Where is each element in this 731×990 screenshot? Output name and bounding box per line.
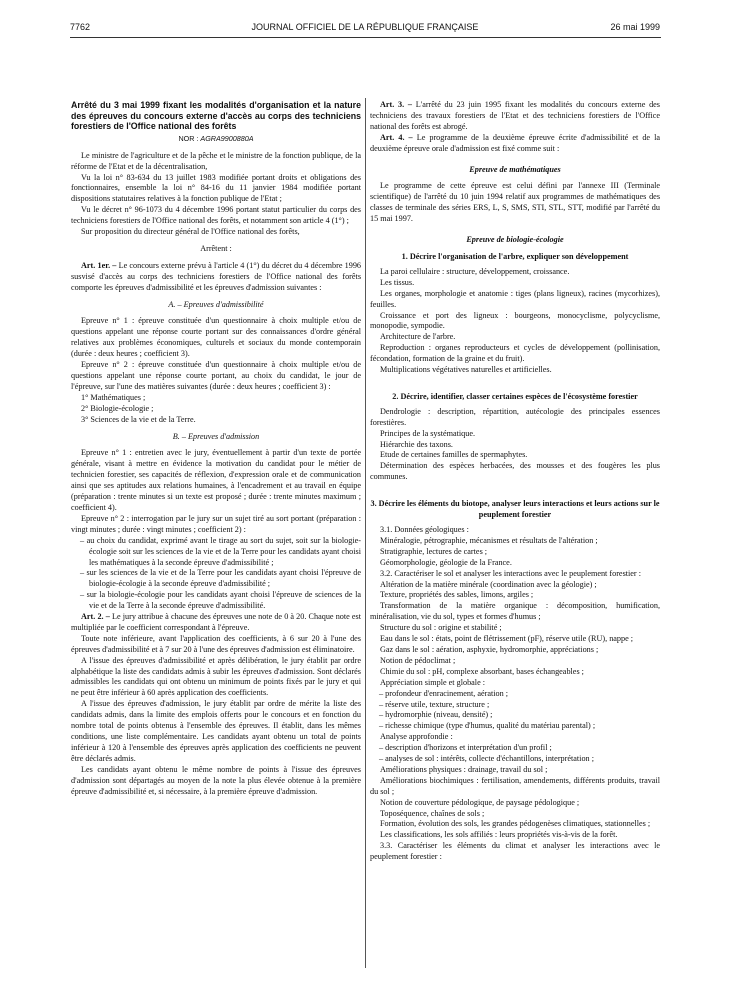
section-2-heading: 2. Décrire, identifier, classer certaines espèces de l'écosystème forestier: [392, 391, 638, 401]
paragraph: Vu le décret n° 96-1073 du 4 décembre 1996 portant statut particulier du corps des techniciens forestiers de l'Office national des forêts, et notamment son article 4 (1°) ;: [71, 205, 361, 226]
section-1-heading: 1. Décrire l'organisation de l'arbre, expliquer son développement: [401, 251, 629, 261]
list-item: Reproduction : organes reproducteurs et cycles de développement (pollinisation, fécondation, formation de la graine et du fruit).: [370, 343, 660, 364]
list-item: Transformation de la matière organique : décomposition, humification, minéralisation, vie du sol, types et formes d'humus ;: [370, 601, 660, 622]
list-item: Géomorphologie, géologie de la France.: [380, 557, 512, 567]
section-2-list: [370, 407, 660, 483]
list-item: 2° Biologie-écologie ;: [81, 403, 154, 413]
article-label: Art. 1er. –: [81, 260, 117, 270]
list-item: Notion de couverture pédologique, de paysage pédologique ;: [380, 797, 580, 807]
list-item: Détermination des espèces herbacées, des mousses et des fougères les plus communes.: [370, 461, 660, 482]
list-item: Architecture de l'arbre.: [380, 332, 456, 342]
list-item: Altération de la matière minérale (coordination avec la géologie) ;: [380, 579, 597, 589]
nor-reference: [71, 134, 361, 145]
section-heading-b: B. – Epreuves d'admission: [172, 431, 260, 441]
issue-date: 26 mai 1999: [610, 22, 660, 32]
arretent: Arrêtent :: [200, 243, 232, 253]
article-1: [71, 261, 361, 294]
list-item: Eau dans le sol : états, point de flétrissement (pF), réserve utile (RU), nappe ;: [380, 634, 634, 644]
paragraph: Les candidats ayant obtenu le même nombre de points à l'issue des épreuves d'admission sont départagés au moyen de la note la plus élevée obtenue à la première épreuve d'admissibilité et, si nécessaire, à la première épreuve d'admission.: [71, 764, 361, 796]
journal-title: JOURNAL OFFICIEL DE LA RÉPUBLIQUE FRANÇAISE: [251, 22, 479, 32]
list-item: Chimie du sol : pH, complexe absorbant, bases échangeables ;: [380, 666, 584, 676]
article-text: Le programme de la deuxième épreuve écrite d'admissibilité et de la deuxième épreuve orale d'admission est fixé comme suit :: [370, 132, 660, 153]
list-item: – richesse chimique (type d'humus, qualité du matériau parental) ;: [379, 721, 596, 731]
list-item: – profondeur d'enracinement, aération ;: [379, 688, 509, 698]
list-item: Les tissus.: [380, 277, 415, 287]
article-text: Le concours externe prévu à l'article 4 (1°) du décret du 4 décembre 1996 susvisé d'accès au corps des techniciens forestiers de l'Office national des forêts comporte les épreuves d'admissibilité et les épreuves d'admission suivantes :: [71, 260, 362, 292]
paragraph: Le programme de cette épreuve est celui défini par l'annexe III (Terminale scientifique) de l'arrêté du 10 juin 1994 relatif aux programmes de mathématiques des classes de terminale des séries ERS, L, S, SMS, STI, STL, STT, modifié par l'arrêté du 15 mai 1997.: [370, 181, 660, 224]
section-3-bullets-2: [370, 743, 660, 765]
paragraph: Epreuve n° 1 : entretien avec le jury, éventuellement à partir d'un texte de portée générale, visant à mettre en évidence la motivation du candidat pour le métier de technicien forestier, ses capacités de réflexion, d'expression orale et de communication ainsi que ses aptitudes aux relations humaines, à l'encadrement et au travail en équipe (préparation : trente minutes si un texte est proposé ; durée : trente minutes maximum ; coefficient 4).: [71, 448, 361, 512]
page-number: 7762: [70, 22, 91, 32]
nor-code: AGRA9900880A: [200, 133, 254, 143]
article-4: [370, 133, 660, 155]
list-item: – au choix du candidat, exprimé avant le tirage au sort du sujet, soit sur la biologie-écologie soit sur les sciences de la vie et de la Terre pour les candidats ayant choisi les mathématiques à la seconde épreuve d'admissibilité ;: [80, 535, 361, 567]
article-label: Art. 4. –: [380, 132, 413, 142]
list-item: Gaz dans le sol : aération, asphyxie, hydromorphie, appréciations ;: [380, 644, 599, 654]
list-item: – analyses de sol : intérêts, collecte d'échantillons, interprétation ;: [379, 754, 594, 764]
article-2: [71, 612, 361, 634]
decree-title: Arrêté du 3 mai 1999 fixant les modalités d'organisation et la nature des épreuves du concours externe d'accès au corps des techniciens forestiers de l'Office national des forêts: [71, 100, 361, 132]
list-item: 3° Sciences de la vie et de la Terre.: [81, 414, 196, 424]
section-3-heading: 3. Décrire les éléments du biotope, analyser leurs interactions et leurs actions sur le peuplement forestier: [370, 499, 660, 520]
list-item: Structure du sol : origine et stabilité ;: [380, 623, 502, 633]
left-column: [71, 100, 361, 797]
list-item: Les organes, morphologie et anatomie : tiges (plans ligneux), racines (mycorhizes), feuilles.: [370, 288, 660, 309]
list-item: La paroi cellulaire : structure, développement, croissance.: [380, 266, 570, 276]
article-3: [370, 100, 660, 133]
paragraph: Epreuve n° 1 : épreuve constituée d'un questionnaire à choix multiple et/ou de questions appelant une réponse courte portant sur des connaissances d'ordre général relatives aux problèmes économiques, culturels et sociaux du monde contemporain (durée : deux heures ; coefficient 3).: [71, 316, 361, 359]
section-heading-a: A. – Epreuves d'admissibilité: [168, 299, 264, 309]
list-item: Minéralogie, pétrographie, mécanismes et résultats de l'altération ;: [380, 535, 598, 545]
article-label: Art. 2. –: [81, 612, 110, 622]
list-item: Les classifications, les sols affiliés : leurs propriétés vis-à-vis de la forêt.: [380, 830, 618, 840]
list-item: Appréciation simple et globale :: [380, 677, 486, 687]
nor-label: NOR :: [178, 133, 199, 143]
paragraph: Epreuve n° 2 : épreuve constituée d'un questionnaire à choix multiple et/ou de questions appelant une réponse courte portant, au choix du candidat, le jour de l'épreuve, sur l'une des matières suivantes (durée : deux heures ; coefficient 3) :: [71, 360, 361, 391]
paragraph: A l'issue des épreuves d'admission, le jury établit par ordre de mérite la liste des candidats admis, dans la limite des emplois offerts pour le concours et en fonction du nombre total de points obtenus à l'ensemble des épreuves. Il établit, dans les mêmes conditions, une liste complémentaire. Les candidats ayant obtenu un total de points inférieur à 120 à l'ensemble des épreuves après application des coefficients ne peuvent être déclarés admis.: [71, 699, 361, 763]
list-item: Multiplications végétatives naturelles et artificielles.: [380, 365, 552, 375]
article-text: L'arrêté du 23 juin 1995 fixant les modalités du concours externe des techniciens des travaux forestiers de l'Etat et des techniciens forestiers de l'Office national des forêts est abrogé.: [370, 100, 660, 131]
list-item: Formation, évolution des sols, les grandes pédogenèses climatiques, stationnelles ;: [380, 819, 651, 829]
list-item: – hydromorphie (niveau, densité) ;: [379, 710, 493, 720]
list-item: Dendrologie : description, répartition, autécologie des principales essences forestières.: [370, 406, 660, 427]
math-heading: Epreuve de mathématiques: [469, 164, 561, 174]
list-item: Toposéquence, chaînes de sols ;: [380, 808, 485, 818]
paragraph: Epreuve n° 2 : interrogation par le jury sur un sujet tiré au sort portant (préparation : vingt minutes ; durée : vingt minutes ; coefficient 2) :: [71, 513, 361, 534]
list-item: – sur les sciences de la vie et de la Terre pour les candidats ayant choisi l'épreuve de biologie-écologie à la seconde épreuve d'admissibilité ;: [80, 568, 361, 589]
bio-heading: Epreuve de biologie-écologie: [466, 235, 564, 245]
section-3-list-end: [370, 765, 660, 863]
section-3-bullets: [370, 689, 660, 733]
list-item: Notion de pédoclimat ;: [380, 655, 456, 665]
list-item: 1° Mathématiques ;: [81, 392, 146, 402]
list-item: Texture, propriétés des sables, limons, argiles ;: [380, 590, 534, 600]
column-divider: [365, 98, 366, 968]
list-item: – réserve utile, texture, structure ;: [379, 699, 490, 709]
article-text: Le jury attribue à chacune des épreuves une note de 0 à 20. Chaque note est multipliée par le coefficient correspondant à l'épreuve.: [71, 612, 362, 632]
list-item: 3.2. Caractériser le sol et analyser les interactions avec le peuplement forestier :: [380, 568, 641, 578]
list-item: Croissance et port des ligneux : bourgeons, monocyclisme, polycyclisme, monopodie, sympodie.: [370, 310, 660, 331]
header-rule: [70, 37, 661, 38]
paragraph: Le ministre de l'agriculture et de la pêche et le ministre de la fonction publique, de la réforme de l'Etat et de la décentralisation,: [71, 150, 361, 171]
list-item: Stratigraphie, lectures de cartes ;: [380, 546, 488, 556]
paragraph: Sur proposition du directeur général de l'Office national des forêts,: [81, 227, 300, 237]
paragraph: Toute note inférieure, avant l'application des coefficients, à 6 sur 20 à l'une des épreuves d'admissibilité et à 7 sur 20 à l'une des épreuves d'admission est éliminatoire.: [71, 633, 361, 654]
list-item: Améliorations biochimiques : fertilisation, amendements, différents produits, travail du sol ;: [370, 775, 660, 796]
list-item: 3.3. Caractériser les éléments du climat et analyser les interactions avec le peuplement forestier :: [370, 841, 660, 862]
section-3-list-cont: [370, 732, 660, 743]
section-3-list: [370, 525, 660, 689]
list-item: Analyse approfondie :: [380, 732, 453, 742]
right-column: [370, 100, 660, 863]
paragraph: A l'issue des épreuves d'admissibilité et après délibération, le jury établit par ordre alphabétique la liste des candidats admis à subir les épreuves d'admission. Sont déclarés admissibles les candidats qui ont obtenu un minimum de points fixés par le jury et qui ne peut être inférieur à 60 après application des coefficients.: [71, 655, 361, 698]
list-item: Améliorations physiques : drainage, travail du sol ;: [380, 764, 548, 774]
list-item: Hiérarchie des taxons.: [380, 439, 453, 449]
list-item: Etude de certaines familles de spermaphytes.: [380, 450, 528, 460]
page-header: [70, 22, 660, 36]
section-1-list: [370, 267, 660, 376]
list-item: 3.1. Données géologiques :: [380, 525, 469, 534]
article-label: Art. 3. –: [380, 100, 412, 109]
paragraph: Vu la loi n° 83-634 du 13 juillet 1983 modifiée portant droits et obligations des fonctionnaires, ensemble la loi n° 84-16 du 11 janvier 1984 modifiée portant dispositions statutaires relatives à la fonction publique de l'Etat ;: [71, 172, 361, 204]
list-item: – sur la biologie-écologie pour les candidats ayant choisi l'épreuve de sciences de la vie et de la Terre à la seconde épreuve d'admissibilité.: [80, 590, 361, 611]
list-item: – description d'horizons et interprétation d'un profil ;: [379, 743, 552, 753]
list-item: Principes de la systématique.: [380, 428, 476, 438]
